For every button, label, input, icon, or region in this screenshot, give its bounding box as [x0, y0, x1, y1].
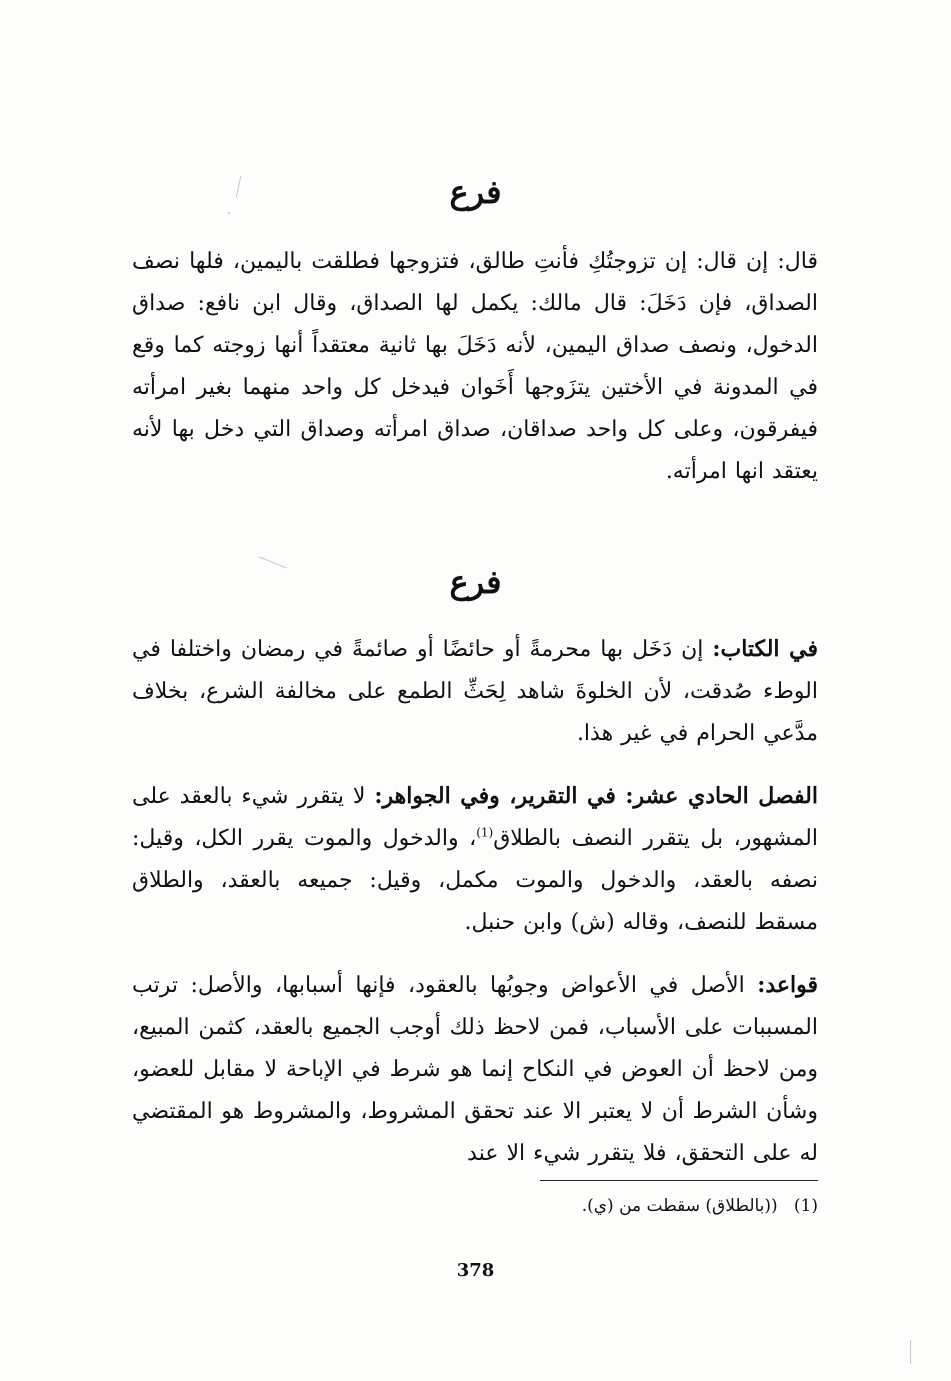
page-number: 378: [456, 1260, 495, 1281]
paragraph-text-continued: ، والدخول والموت يقرر الكل، وقيل: نصفه بالعقد، والدخول والموت مكمل، وقيل: جميعه بالعقد، والطلاق مسقط للنصف، وقاله (ش) وابن حنبل.: [132, 826, 818, 935]
paragraph-lead: في الكتاب:: [712, 636, 818, 662]
section-heading-1: فرع: [449, 173, 502, 211]
paragraph-lead: قواعد:: [757, 972, 818, 998]
footnote-text: ((بالطلاق) سقطت من (ي).: [581, 1196, 778, 1216]
footnote-rule: [540, 1180, 818, 1181]
paragraph-text: الأصل في الأعواض وجوبُها بالعقود، فإنها أسبابها، والأصل: ترتب المسببات على الأسباب، فمن لاحظ ذلك أوجب الجميع بالعقد، كثمن المبيع، ومن لاحظ أن العوض في النكاح إنما هو شرط في الإباحة لا مقابل للعضو، وشأن الشرط أن لا يعتبر الا عند تحقق المشروط، والمشروط هو المقتضي له على التحقق، فلا يتقرر شيء الا عند: [132, 973, 818, 1166]
paragraph: [132, 240, 818, 493]
paragraph-text: لا يتقرر شيء بالعقد على المشهور، بل يتقرر النصف بالطلاق: [132, 784, 818, 851]
scan-speck: [910, 1340, 911, 1364]
footnote: [132, 1192, 818, 1220]
section-body-1: [132, 240, 818, 493]
paragraph-lead: الفصل الحادي عشر: في التقرير، وفي الجواهر:: [374, 783, 818, 809]
section-heading-2: فرع: [449, 563, 502, 601]
paragraph-text: قال: إن قال: إن تزوجتُكِ فأنتِ طالق، فتزوجها فطلقت باليمين، فلها نصف الصداق، فإن دَخَلَ: قال مالك: يكمل لها الصداق، وقال ابن نافع: صداق الدخول، ونصف صداق اليمين، لأنه دَخَلَ بها ثانية معتقداً أنها زوجته كما وقع في المدونة في الأختين يتزَوجها أَخَوان فيدخل كل واحد منهما بغير امرأته فيفرقون، وعلى كل واحد صداقان، صداق امرأته وصداق التي دخل بها لأنه يعتقد انها امرأته.: [132, 249, 818, 484]
paragraph: [132, 775, 818, 944]
section-body-2: [132, 628, 818, 1175]
paragraph: [132, 964, 818, 1175]
scan-speck: [228, 212, 230, 214]
paragraph: [132, 628, 818, 755]
footnote-number: (1): [793, 1196, 818, 1216]
paragraph-text: إن دَخَل بها محرمةً أو حائضًا أو صائمةً في رمضان واختلفا في الوطء صُدقت، لأن الخلوةَ شاهد لِحَثِّ الطمع على مخالفة الشرع، بخلاف مدَّعي الحرام في غير هذا.: [132, 637, 818, 746]
footnote-reference[interactable]: (1): [476, 825, 494, 840]
